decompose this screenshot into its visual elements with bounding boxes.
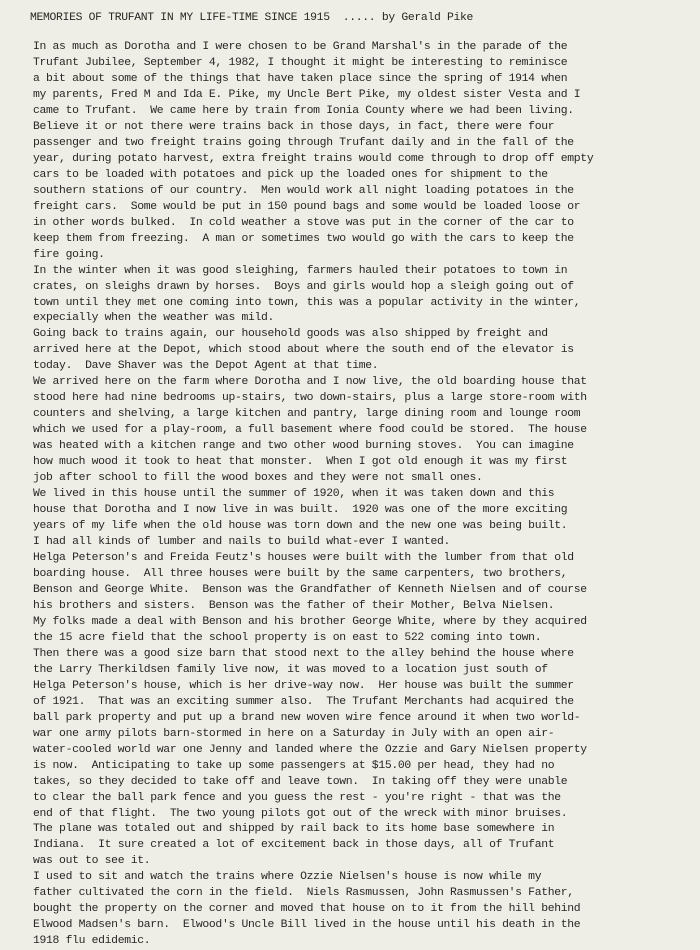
- text-line: of 1921. That was an exciting summer also. The Trufant Merchants had acquired the: [33, 695, 574, 708]
- text-line: passenger and two freight trains going through Trufant daily and in the fall of the: [33, 136, 574, 149]
- text-line: years of my life when the old house was torn down and the new one was being built.: [33, 520, 568, 533]
- text-line: stood here had nine bedrooms up-stairs, two down-stairs, plus a large store-room with: [33, 392, 587, 405]
- text-line: was out to see it.: [33, 855, 151, 868]
- text-line: ball park property and put up a brand new woven wire fence around it when two world-: [33, 711, 581, 724]
- text-line: came to Trufant. We came here by train from Ionia County where we had been living.: [33, 104, 574, 117]
- text-line: today. Dave Shaver was the Depot Agent at that time.: [33, 360, 379, 373]
- text-line: expecially when the weather was mild.: [33, 312, 275, 325]
- text-line: We lived in this house until the summer of 1920, when it was taken down and this: [33, 488, 555, 501]
- text-line: which we used for a play-room, a full basement where food could be stored. The house: [33, 424, 587, 437]
- text-line: In as much as Dorotha and I were chosen to be Grand Marshal's in the parade of the: [33, 41, 568, 53]
- text-line: Believe it or not there were trains back in those days, in fact, there were four: [33, 120, 555, 133]
- text-line: bought the property on the corner and moved that house on to it from the hill behind: [33, 903, 581, 916]
- text-line: end of that flight. The two young pilots got out of the wreck with minor bruises.: [33, 807, 568, 820]
- text-line: My folks made a deal with Benson and his brother George White, where by they acquired: [33, 615, 587, 628]
- text-line: southern stations of our country. Men would work all night loading potatoes in the: [33, 184, 574, 197]
- text-line: in other words bulked. In cold weather a stove was put in the corner of the car to: [33, 216, 574, 229]
- text-line: I had all kinds of lumber and nails to build what-ever I wanted.: [33, 536, 450, 549]
- text-line: In the winter when it was good sleighing, farmers hauled their potatoes to town in: [33, 264, 568, 277]
- text-line: 1918 flu edidemic.: [33, 935, 151, 948]
- text-line: Trufant Jubilee, September 4, 1982, I thought it might be interesting to reminisce: [33, 56, 568, 69]
- text-line: takes, so they decided to take off and leave town. In taking off they were unable: [33, 775, 568, 788]
- text-line: town until they met one coming into town, this was a popular activity in the winter,: [33, 296, 581, 309]
- text-line: house that Dorotha and I now live in was built. 1920 was one of the more exciting: [33, 504, 568, 517]
- text-line: We arrived here on the farm where Dorotha and I now live, the old boarding house that: [33, 376, 587, 389]
- text-line: father cultivated the corn in the field. Niels Rasmussen, John Rasmussen's Father,: [33, 887, 574, 900]
- text-line: war one army pilots barn-stormed in here on a Saturday in July with an open air-: [33, 727, 555, 740]
- text-line: was heated with a kitchen range and two other wood burning stoves. You can imagine: [33, 440, 574, 453]
- text-line: job after school to fill the wood boxes and they were not small ones.: [33, 472, 483, 485]
- text-line: I used to sit and watch the trains where Ozzie Nielsen's house is now while my: [33, 871, 542, 884]
- text-line: the Larry Therkildsen family live now, it was moved to a location just south of: [33, 663, 548, 676]
- text-line: Indiana. It sure created a lot of excitement back in those days, all of Trufant: [33, 839, 555, 852]
- text-line: The plane was totaled out and shipped by rail back to its home base somewhere in: [33, 823, 555, 836]
- text-line: Benson and George White. Benson was the Grandfather of Kenneth Nielsen and of course: [33, 583, 587, 596]
- text-line: water-cooled world war one Jenny and landed where the Ozzie and Gary Nielsen property: [33, 743, 587, 756]
- document-body: [33, 40, 693, 950]
- text-line: year, during potato harvest, extra freight trains would come through to drop off empty: [33, 152, 594, 165]
- text-line: Then there was a good size barn that stood next to the alley behind the house where: [33, 647, 574, 660]
- text-line: counters and shelving, a large kitchen and pantry, large dining room and lounge room: [33, 408, 581, 421]
- text-line: Helga Peterson's and Freida Feutz's houses were built with the lumber from that old: [33, 552, 574, 564]
- text-line: how much wood it took to heat that monster. When I got old enough it was my first: [33, 456, 568, 469]
- text-line: Going back to trains again, our household goods was also shipped by freight and: [33, 328, 548, 341]
- text-line: to clear the ball park fence and you guess the rest - you're right - that was the: [33, 791, 561, 804]
- text-line: cars to be loaded with potatoes and pick up the loaded ones for shipment to the: [33, 168, 548, 181]
- text-line: a bit about some of the things that have taken place since the spring of 1914 when: [33, 72, 568, 85]
- document-title: MEMORIES OF TRUFANT IN MY LIFE-TIME SINCE 1915 ..... by Gerald Pike: [30, 12, 474, 24]
- text-line: boarding house. All three houses were built by the same carpenters, two brothers,: [33, 567, 568, 580]
- text-line: my parents, Fred M and Ida E. Pike, my Uncle Bert Pike, my oldest sister Vesta and I: [33, 88, 581, 101]
- text-line: keep them from freezing. A man or sometimes two would go with the cars to keep the: [33, 232, 574, 245]
- text-line: arrived here at the Depot, which stood about where the south end of the elevator is: [33, 344, 574, 357]
- text-line: is now. Anticipating to take up some passengers at $15.00 per head, they had no: [33, 759, 555, 772]
- text-line: crates, on sleighs drawn by horses. Boys and girls would hop a sleigh going out of: [33, 280, 574, 293]
- text-line: the 15 acre field that the school property is on east to 522 coming into town.: [33, 631, 542, 644]
- text-line: freight cars. Some would be put in 150 pound bags and some would be loaded loose or: [33, 200, 581, 213]
- text-line: fire going.: [33, 248, 105, 261]
- text-line: Elwood Madsen's barn. Elwood's Uncle Bill lived in the house until his death in the: [33, 919, 581, 932]
- text-line: Helga Peterson's house, which is her drive-way now. Her house was built the summer: [33, 679, 574, 692]
- text-line: his brothers and sisters. Benson was the father of their Mother, Belva Nielsen.: [33, 599, 555, 612]
